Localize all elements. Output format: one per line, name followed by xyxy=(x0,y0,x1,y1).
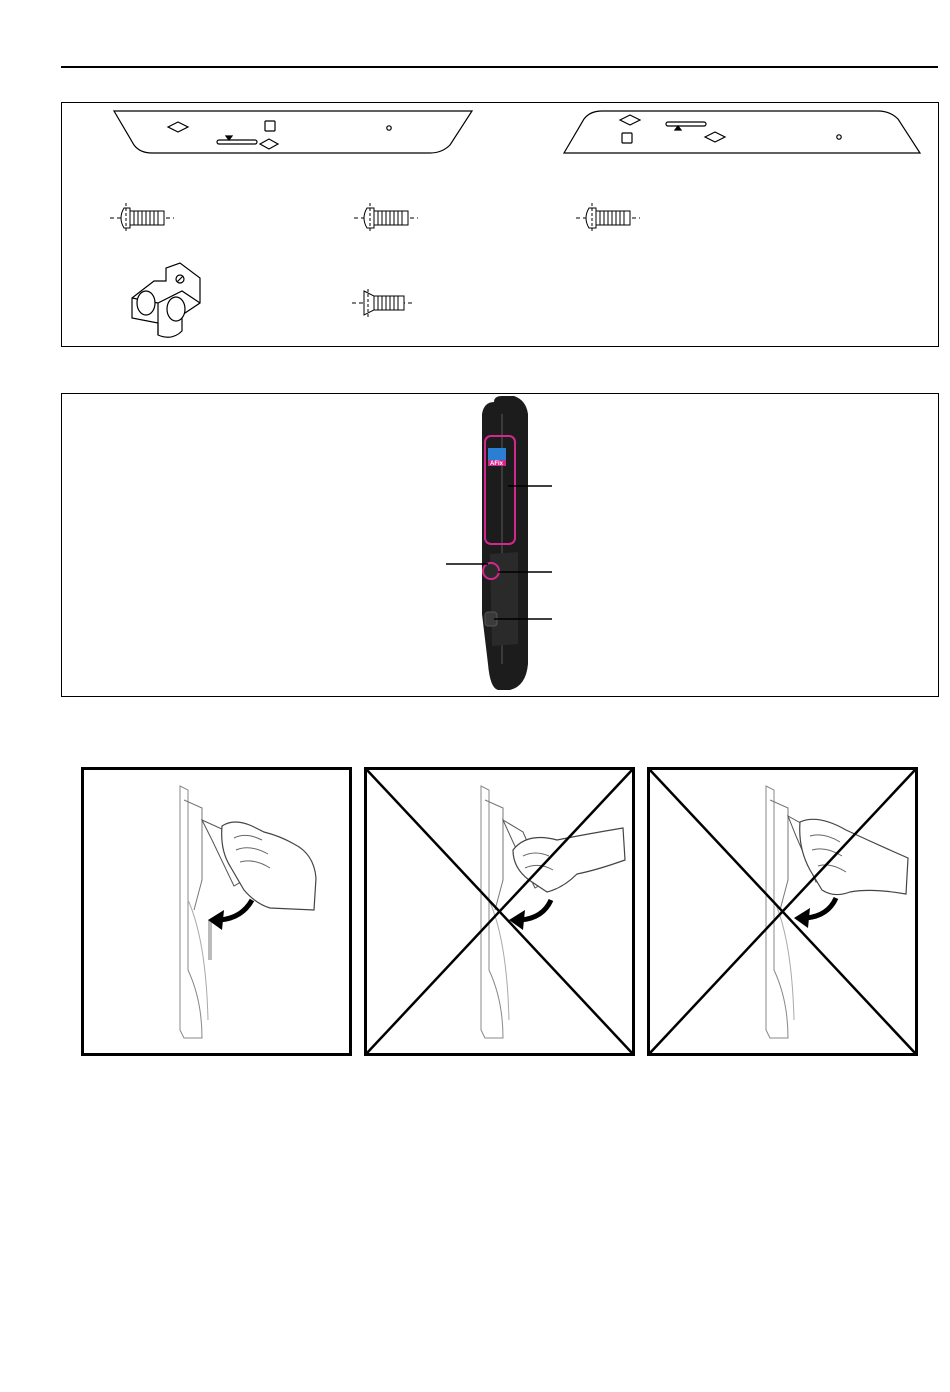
mounting-plate-right xyxy=(564,111,920,153)
hand-illustration-wrong-1 xyxy=(367,770,632,1053)
clip-bracket xyxy=(132,263,200,337)
brand-logo xyxy=(488,448,506,467)
screw-countersunk xyxy=(352,289,412,317)
mounting-plate-left xyxy=(114,111,472,153)
header-rule xyxy=(61,66,938,68)
parts-illustration xyxy=(62,103,940,348)
screw-3 xyxy=(576,203,640,233)
screw-1 xyxy=(110,203,174,233)
button-highlight xyxy=(483,563,499,579)
logo-text: AFix xyxy=(490,461,504,467)
panel-wrong-1 xyxy=(364,767,635,1056)
screw-2 xyxy=(354,203,418,233)
hand-illustration-wrong-2 xyxy=(650,770,915,1053)
parts-box xyxy=(61,102,939,347)
hand-illustration-correct xyxy=(84,770,349,1053)
device-box xyxy=(61,393,939,697)
panel-wrong-2 xyxy=(647,767,918,1056)
panel-correct xyxy=(81,767,352,1056)
device-side-view xyxy=(62,394,940,698)
